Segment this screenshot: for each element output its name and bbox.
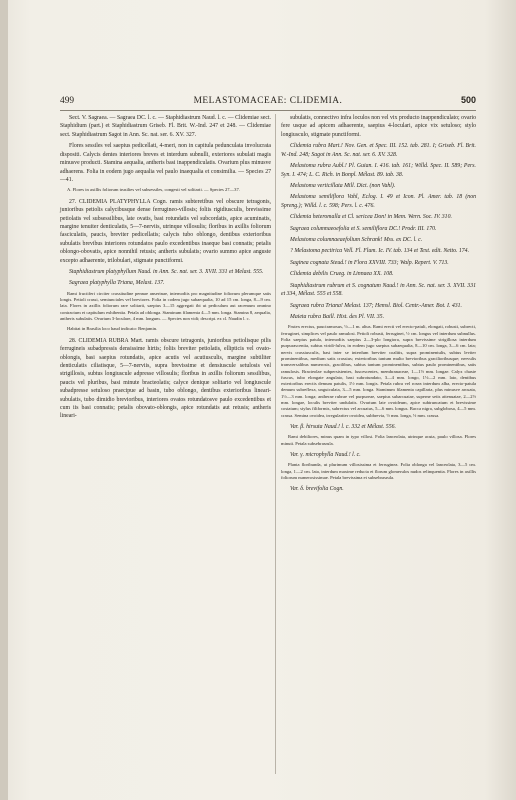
running-header — [60, 95, 476, 109]
citation-line: Var. δ. brevifolia Cogn. — [290, 486, 344, 493]
text-paragraph: Sect. V. Sagraea. — Sagraea DC. l. c. — Staphidiastrum Naud. l. c. — Clidemiae sect. Staphidium (part.) et Staphidiastrum Griseb. Fl. Brit. W.-Ind. 247 et 248. — Clidemiae sect. Staphidiastrum Sagot in Ann. Sc. nat. ser. 6. XV. 327. — [60, 115, 271, 138]
text-paragraph: Flores sessiles vel saepius pedicellati, 4-meri, non in capitula pedunculata involucrata dispositi. Calycis dentes interiores breves et interdum subnulli, exteriores subulati magis minusve producti. Stamina aequalia, antheris basi inappendiculatis. Ovarium plus minusve adhaerens. Folia in eodem jugo aequalia vel paulo inaequalia et consimilia. — Species 27—41. — [60, 143, 271, 183]
text-paragraph: 28. CLIDEMIA RUBRA Mart. ramis obscure tetragonis, junioribus petiolisque pilis ferrugineis subadpressis densissime hirtis; foliis breviter petiolatis, ellipticis vel ovato-oblongis, basi saepius rotundatis, apice acutis vel acutiusculis, margine subtiliter denticulatis ciliatisque, 5—7-nerviis, supra brevissime et densiuscule setulosis vel strigillosis, subtus longiuscule adpresse villosulis; floribus in axillis foliorum sessilibus, paucis vel pluribus, basi minute bracteolatis; calyce denique solitario vel longiuscule subadpresse setuloso praecipue ad basin, tubo oblongo, dentibus exterioribus lineari-subulatis, tubo dimidio brevioribus, interiores ovatos rotundatosve paulo excedentibus et cum iis basi connatis; petalis obovato-oblongis, apice rotundatis aut retusis; antheris lineari- — [60, 337, 271, 420]
small-print-paragraph: Frutex erectus, pauciramosus, ½—1 m. altus. Rami erecti vel erecto-patuli, elongati, robusti, subrecti, ferruginei, simplices vel paulo ramulosi. Petioli robusti, ferruginei, ½ cm. longus vel interdum subnullus. Folia saepius patula, internodiis saepius 2—3-plo longiora, supra brevissime strigillosa interdum purpurascentia, subtus viridi-fulva, in eodem jugo saepius subaequalia, 8—10 cm. longa, 3—6 cm. lata; nervis crassiusculis, basi inter se interdum breviter coalitis, supra prominentulis, subtus leviter prominentibus, medium satis crassius; exterioribus tantum multo brevioribus gracilioribusque; nervulis transversalibus numerosis, gracilibus, subtus tantum prominentibus, subtus paulo prominentibus, satis ramulosis. Bracteolae subpersistentes, fuscescentes, membranaceae, 1—1½ mm. longae. Calyx chaste fuscus, tubo elongate angulato, basi subrotundato, 3—4 mm. longo, 1½—2 mm. lato, dentibus exterioribus erectis demum patulis, 1½ mm. longis. Petala rubra vel rosea interdum alba, erecto-patula demum subreflexa, unguiculata, 3—5 mm. longa. Staminum filamenta capillaria, plus minusve arcuata, 1½—3 mm. longa; antherae rubrae vel purpureae, saepius subarcuatae, superne setis attenuatae, 2—2½ mm. longae, loculis breviter undulatis. Ovarium late ovoideum, apice subtruncatum et brevissime costatum; stylus filiformis, subrectus vel arcuatus, 5—6 mm. longus. Bacca nigra, subglobosa, 4—5 mm. crassa. Semina ovoidea, irregulariter ovoidea, subbrevia, ½ mm. longa, ½ mm. crassa. — [281, 324, 476, 418]
citation-line: Melastoma semiliflora Vahl, Eclog. I. 49 et Icon. Pl. Amer. tab. 18 (non Spreng.); Willd. l. c. 598; Pers. l. c. 476. — [281, 194, 476, 209]
citation-line: ? Melastoma pectirica Vell. Fl. Flum. Ic. IV. tab. 134 et Text. edit. Netto. 174. — [290, 248, 470, 255]
small-print-paragraph: Habitat in Brasilia loco haud indicato: Benjamin. — [67, 326, 158, 332]
citation-line: Maieta rubra Baill. Hist. des Pl. VII. 35. — [290, 314, 385, 321]
citation-line: Staphidiastrum rubrum et S. cognatum Naud.! in Ann. Sc. nat. ser. 3. XVII. 331 et 334, Mélast. 555 et 558. — [281, 282, 476, 298]
citation-line: Sagraea rubra Triana! Melast. 137; Hemsl. Biol. Centr.-Amer. Bot. I. 431. — [290, 302, 462, 309]
left-column — [60, 114, 271, 424]
citation-line: Sagraea columnaeoefolia et S. semiliflora DC.! Prodr. III. 170. — [290, 225, 437, 232]
citation-line: Var. γ. microphylla Naud.! l. c. — [290, 451, 361, 458]
text-paragraph: 27. CLIDEMIA PLATYPHYLLA Cogn. ramis subteretibus vel obscure tetragonis, junioribus petiolis calycibusque dense ferrugineo-villosis; foliis rigidiusculis, brevissime petiolatis vel subsessilibus, late ovatis, basi rotundatis vel subcordatis, apice acuminatis, margine tenuiter denticulatis, 5—7-nerviis, utrinque villosulis; floribus in axillis foliorum fasciculatis, paucis, breviter pedicellatis; calycis tubo oblongo, dentibus exterioribus subulatis brevibus interiores rotundatos paulo excedentibus inaeque basi connatis; petalis oblongo-obovatis, apice nonnihil retusis; antheris subulatis; ovario summo apice anguste excepto adhaerente, trilobulari, stigmate punctiformi. — [60, 198, 271, 264]
page-edge — [0, 0, 8, 800]
citation-line: Var. β. hirsuta Naud.! l. c. 332 et Mélast. 556. — [290, 423, 396, 430]
small-print-paragraph: Rami fructiferi circiter crassitudine pennae anserinae, internodiis pro magnitudine foliorum plerumque satis longis. Petioli crassi, semiunciales vel breviores. Folia in codem jugo subaequalia, 10 ad 15 cm. longa, 8—9 cm. lata. Flores in axillis foliorum rare solitarii, saepius 3—15 aggregati ibi ut pediculum aut racemum omnino contractum et capitulum exhibentia. Petala ad oblonga. Staminum filamenta 4—5 mm. longa. Stamina 8, aequalia, antheris subulatis. Ovarium 3-loculare, 4 mm. longum. — Species non vidi; descript. ex cl. Naudin l. c. — [60, 290, 271, 322]
citation-line: Clidemia rubra Mart.! Nov. Gen. et Spec. III. 152. tab. 281. I; Griseb. Fl. Brit. W.-Ind. 248; Sagot in Ann. Sc. nat. ser. 6. XV. 328. — [281, 143, 476, 158]
citation-line: Melastoma columnaeaefolium Schrank! Mss. ex DC. l. c. — [290, 237, 423, 244]
citation-line: Sagraea platyphylla Triana, Melast. 137. — [69, 280, 165, 287]
page-number-right: 500 — [460, 95, 476, 105]
header-rule — [60, 110, 476, 111]
small-print-paragraph: Planta floribunda, ut plurimum villosissima et ferruginea. Folia oblonga vel lanceolata, 3—5 cm. longa, 1—2 cm. lata, interdum maxime reducta et florum glomerulos nudos relinquentia. Flores in axillis foliorum numerosissimae. Petala brevissima et subsebrasrula. — [281, 462, 476, 480]
small-print-paragraph: Rami debiliores, minus quam in typo villosi. Folia lanceolata, utrinque acuta, paulo villosa. Flores minuti. Petala subsebrasrula. — [281, 434, 476, 446]
citation-line: Clidemia heteromalla et Cl. sericea Don! in Mem. Wern. Soc. IV. 310. — [290, 214, 452, 221]
small-print-paragraph: A. Flores in axillis foliorum trusilies vel subsessiles, congesti vel solitarii. — Species 27—37. — [67, 187, 240, 193]
right-column — [281, 114, 476, 497]
citation-line: Saginea cognata Steud.! in Flora XXVIII. 733; Walp. Repert. V. 713. — [290, 259, 449, 266]
text-paragraph: subulatis, connectivo infra loculos non vel vix producto inappendiculato; ovario fere usque ad apicem adhaerente, saepius 4-loculari, apice vix setuloso; stylo longiusculo, stigmate punctiformi. — [281, 115, 476, 138]
citation-line: Melastoma verticillata Mill. Dict. (non Vahl). — [290, 182, 396, 189]
running-title: MELASTOMACEAE: CLIDEMIA. — [193, 96, 343, 106]
citation-line: Melastoma rubra Aubl.! Pl. Guian. I. 416. tab. 161; Willd. Spec. II. 589; Pers. Syn. I. 474; L. C. Rich. in Bonpl. Mélast. 89. tab. 38. — [281, 163, 476, 178]
page-number-left: 499 — [60, 96, 75, 106]
citation-line: Staphidiastrum platyphyllum Naud. in Ann. Sc. nat. ser. 3. XVII. 331 et Melast. 555. — [69, 269, 264, 276]
citation-line: Clidemia debilis Crueg. in Linnaea XX. 108. — [290, 271, 394, 278]
